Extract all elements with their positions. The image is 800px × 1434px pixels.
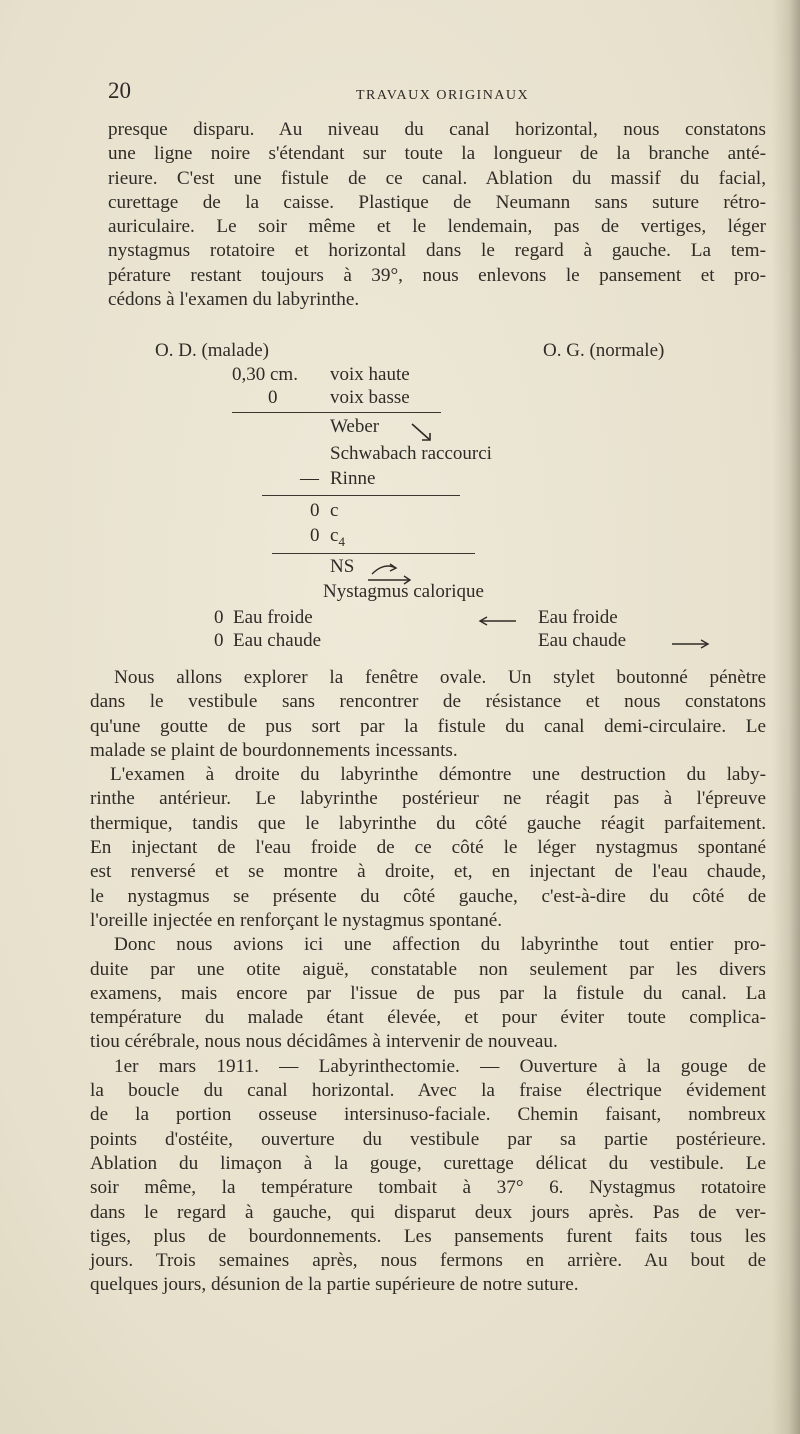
voix-basse-value: 0 — [268, 387, 278, 408]
text-line: température du malade étant élevée, et pour éviter toute complica- — [90, 1007, 766, 1029]
ns-label: NS — [330, 556, 355, 577]
nystagmus-calorique-label: Nystagmus calorique — [323, 581, 484, 602]
page-edge-shadow — [772, 0, 800, 1434]
text-line: thermique, tandis que le labyrinthe du côté gauche réagit parfaitement. — [90, 812, 766, 834]
text-line: cédons à l'examen du labyrinthe. — [108, 289, 360, 311]
text-line: En injectant de l'eau froide de ce côté le léger nystagmus spontané — [90, 837, 766, 859]
text-line: tiges, plus de bourdonnements. Les pansements furent faits tous les — [90, 1225, 766, 1247]
left-cold-label: Eau froide — [233, 607, 313, 628]
text-line: qu'une goutte de pus sort par la fistule du canal demi-circulaire. Le — [90, 715, 766, 737]
text-line: auriculaire. Le soir même et le lendemain, pas de vertiges, léger — [108, 216, 766, 238]
weber-arrow-icon — [410, 422, 436, 444]
intro-paragraph — [108, 118, 766, 312]
text-line: rinthe antérieur. Le labyrinthe postérieur ne réagit pas à l'épreuve — [90, 788, 766, 810]
voix-basse-label: voix basse — [330, 387, 410, 408]
c4-value: 0 — [310, 525, 320, 546]
right-column-header: O. G. (normale) — [543, 340, 665, 361]
text-line: la boucle du canal horizontal. Avec la fraise électrique évidement — [90, 1080, 766, 1102]
voix-haute-label: voix haute — [330, 364, 410, 385]
right-cold-label: Eau froide — [538, 607, 618, 628]
schwabach-label: Schwabach raccourci — [330, 443, 492, 464]
text-line: points d'ostéite, ouverture du vestibule par sa partie postérieure. — [90, 1128, 766, 1150]
left-hot-value: 0 — [214, 630, 224, 651]
c-value: 0 — [310, 500, 320, 521]
c-label: c — [330, 500, 339, 521]
text-line: Nous allons explorer la fenêtre ovale. Un stylet boutonné pénètre — [114, 667, 766, 688]
text-line: quelques jours, désunion de la partie supérieure de notre suture. — [90, 1274, 579, 1296]
table-rule — [232, 412, 441, 413]
text-line: tiou cérébrale, nous nous décidâmes à intervenir de nouveau. — [90, 1031, 558, 1053]
weber-label: Weber — [330, 416, 380, 437]
text-line: dans le regard à gauche, qui disparut deux jours après. Pas de ver- — [90, 1201, 766, 1223]
text-line: examens, mais encore par l'issue de pus par la fistule du canal. La — [90, 982, 766, 1004]
rinne-label: Rinne — [330, 468, 376, 489]
body-text — [90, 666, 766, 1298]
voix-haute-value: 0,30 cm. — [232, 364, 298, 385]
left-cold-value: 0 — [214, 607, 224, 628]
text-line: presque disparu. Au niveau du canal horizontal, nous constatons — [108, 119, 766, 140]
right-hot-label: Eau chaude — [538, 630, 627, 651]
text-line: est renversé et se montre à droite, et, en injectant de l'eau chaude, — [90, 861, 766, 883]
text-line: jours. Trois semaines après, nous fermons en arrière. Au bout de — [90, 1250, 766, 1272]
text-line: dans le vestibule sans rencontrer de résistance et nous constatons — [90, 691, 766, 713]
c4-label: $c_4$ — [330, 525, 345, 549]
left-arrow-icon — [476, 614, 518, 628]
text-line: soir même, la température tombait à 37° 6. Nystagmus rotatoire — [90, 1177, 766, 1199]
running-title: TRAVAUX ORIGINAUX — [356, 88, 530, 103]
rinne-sign: — — [300, 468, 319, 489]
text-line: rieure. C'est une fistule de ce canal. Ablation du massif du facial, — [108, 167, 766, 189]
text-line: l'oreille injectée en renforçant le nystagmus spontané. — [90, 909, 503, 931]
text-line: 1er mars 1911. — Labyrinthectomie. — Ouverture à la gouge de — [114, 1055, 766, 1077]
table-rule — [262, 495, 460, 496]
text-line: malade se plaint de bourdonnements incessants. — [90, 739, 458, 761]
text-line: nystagmus rotatoire et horizontal dans le regard à gauche. La tem- — [108, 240, 766, 262]
text-line: curettage de la caisse. Plastique de Neumann sans suture rétro- — [108, 191, 766, 213]
text-line: Ablation du limaçon à la gouge, curettage délicat du vestibule. Le — [90, 1152, 766, 1174]
page-number: 20 — [108, 78, 131, 103]
text-line: de la portion osseuse intersinuso-faciale. Chemin faisant, nombreux — [90, 1104, 766, 1126]
left-hot-label: Eau chaude — [233, 630, 322, 651]
text-line: Donc nous avions ici une affection du labyrinthe tout entier pro- — [114, 934, 766, 956]
right-arrow-icon — [670, 637, 714, 651]
text-line: une ligne noire s'étendant sur toute la longueur de la branche anté- — [108, 143, 766, 165]
text-line: L'examen à droite du labyrinthe démontre une destruction du laby- — [110, 764, 766, 786]
text-line: duite par une otite aiguë, constatable non seulement par les divers — [90, 958, 766, 980]
text-line: pérature restant toujours à 39°, nous enlevons le pansement et pro- — [108, 264, 766, 286]
left-column-header: O. D. (malade) — [155, 340, 269, 361]
text-line: le nystagmus se présente du côté gauche, c'est-à-dire du côté de — [90, 885, 766, 907]
table-rule — [272, 553, 475, 554]
